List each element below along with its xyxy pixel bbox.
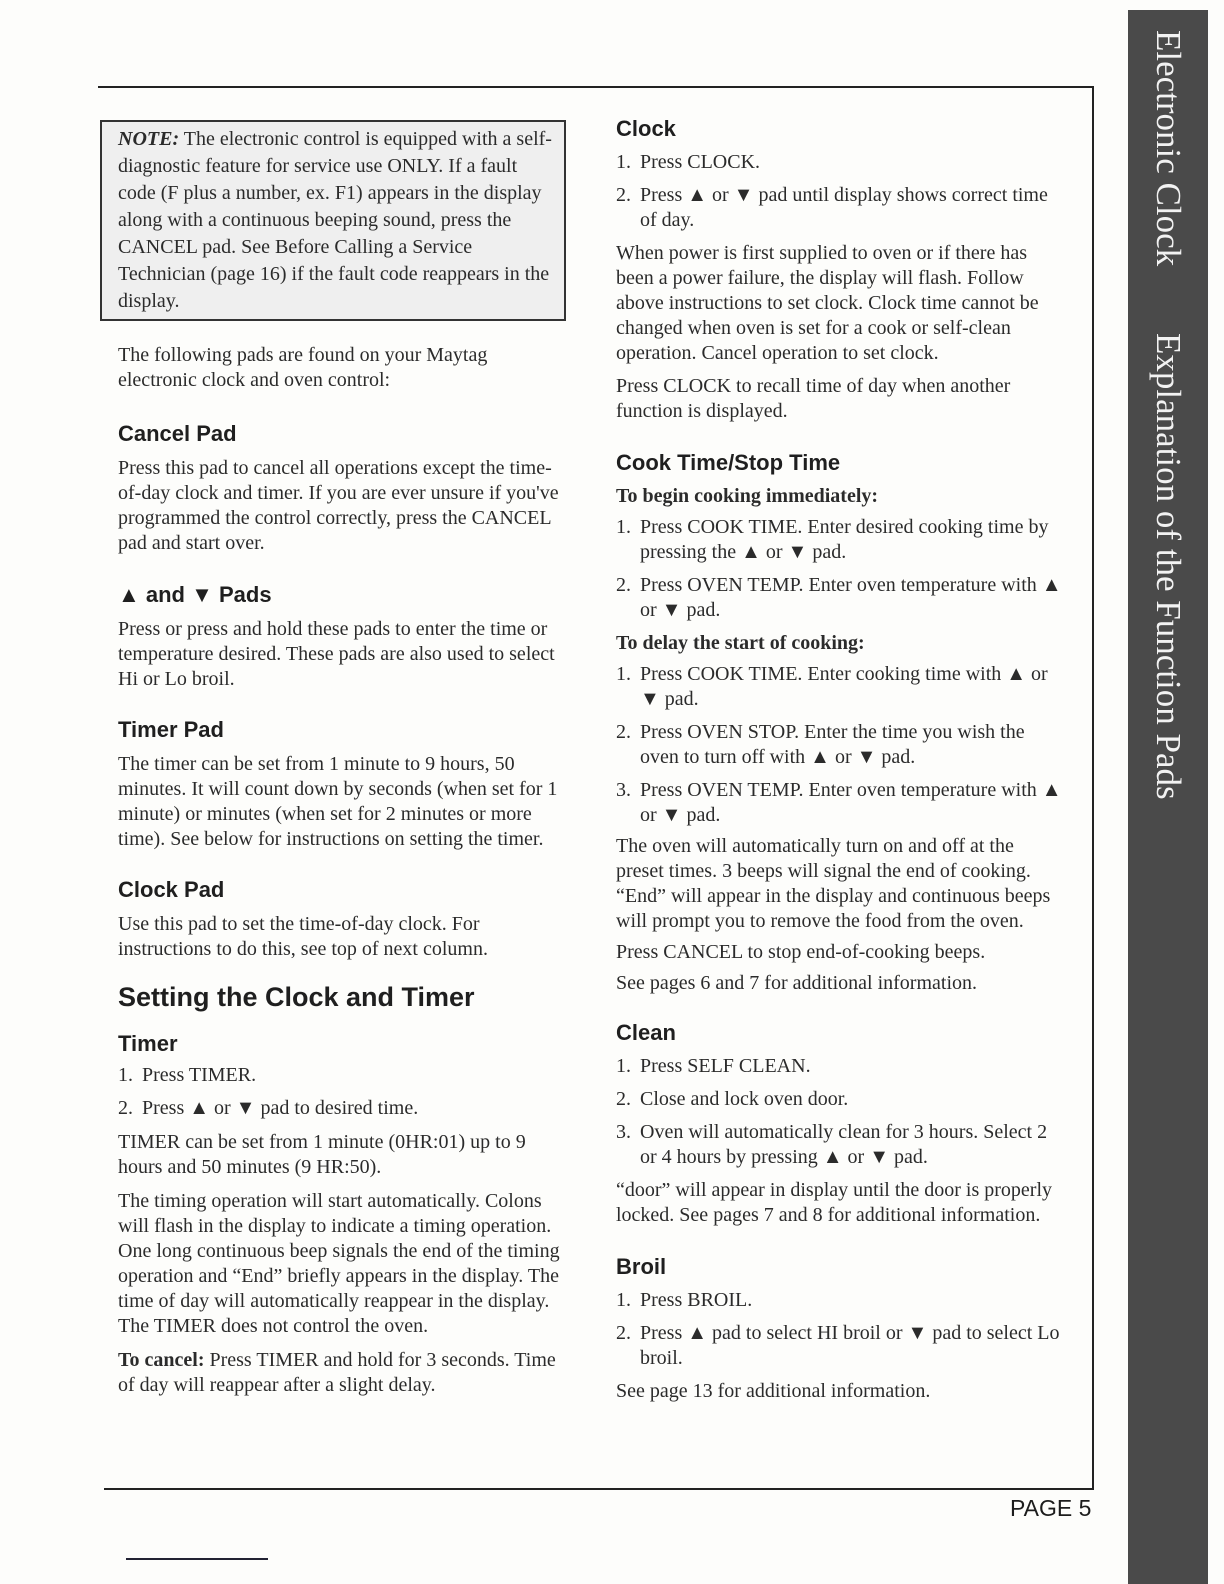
- side-tab-title-a: Electronic Clock: [1149, 30, 1188, 267]
- step-text: Press COOK TIME. Enter cooking time with ▲ or ▼ pad.: [640, 663, 1048, 710]
- begin-cooking-steps: [616, 515, 1062, 623]
- timer-pad-heading: Timer Pad: [118, 717, 224, 742]
- cancel-instruction: Press TIMER and hold for 3 seconds. Time of day will reappear after a slight delay.: [118, 1349, 556, 1396]
- step-text: Press ▲ or ▼ pad until display shows correct time of day.: [640, 184, 1048, 231]
- timer-cancel-text: [118, 1348, 564, 1398]
- list-item: [616, 1120, 1062, 1170]
- list-item: [616, 183, 1062, 233]
- clock-recall-text: Press CLOCK to recall time of day when another function is displayed.: [616, 375, 1011, 422]
- step-number: 2.: [616, 1322, 631, 1344]
- side-tab-title-b: Explanation of the Function Pads: [1149, 332, 1188, 800]
- step-text: Press OVEN TEMP. Enter oven temperature with ▲ or ▼ pad.: [640, 574, 1062, 621]
- top-rule: [98, 86, 1094, 88]
- step-number: 1.: [616, 1055, 631, 1077]
- list-item: [118, 1063, 564, 1088]
- step-text: Close and lock oven door.: [640, 1088, 849, 1110]
- timer-pad-text: The timer can be set from 1 minute to 9 hours, 50 minutes. It will count down by seconds (when set for 1 minute) or minutes (when set for 2 minutes or more time). See below for instructions on setting the timer.: [118, 753, 558, 850]
- step-number: 2.: [616, 1088, 631, 1110]
- broil-heading: Broil: [616, 1254, 667, 1279]
- updown-pads-text: Press or press and hold these pads to enter the time or temperature desired. These pads are also used to select Hi or Lo broil.: [118, 618, 555, 690]
- cook-time-heading: Cook Time/Stop Time: [616, 450, 841, 475]
- step-text: Press OVEN TEMP. Enter oven temperature with ▲ or ▼ pad.: [640, 779, 1062, 826]
- cook-cancel-text: Press CANCEL to stop end-of-cooking beeps.: [616, 941, 986, 963]
- note-paragraph: [118, 126, 556, 315]
- list-item: [118, 1096, 564, 1121]
- section-heading: Setting the Clock and Timer: [118, 982, 475, 1012]
- bottom-rule: [104, 1488, 1094, 1490]
- step-text: Press TIMER.: [142, 1064, 257, 1086]
- step-text: Press CLOCK.: [640, 151, 761, 173]
- list-item: [616, 1087, 1062, 1112]
- step-number: 2.: [616, 721, 631, 743]
- step-number: 3.: [616, 779, 631, 801]
- step-number: 2.: [118, 1097, 133, 1119]
- step-text: Press ▲ or ▼ pad to desired time.: [142, 1097, 419, 1119]
- list-item: [616, 778, 1062, 828]
- step-text: Oven will automatically clean for 3 hours. Select 2 or 4 hours by pressing ▲ or ▼ pad.: [640, 1121, 1048, 1168]
- list-item: [616, 573, 1062, 623]
- right-column: [616, 116, 1062, 1404]
- list-item: [616, 1054, 1062, 1079]
- corner-rule: [126, 1558, 268, 1560]
- step-text: Press ▲ pad to select HI broil or ▼ pad to select Lo broil.: [640, 1322, 1060, 1369]
- cook-auto-text: The oven will automatically turn on and off at the preset times. 3 beeps will signal the end of cooking. “End” will appear in the display and continuous beeps will prompt you to remove the food from the oven.: [616, 835, 1051, 932]
- step-text: Press SELF CLEAN.: [640, 1055, 811, 1077]
- updown-pads-heading: ▲ and ▼ Pads: [118, 582, 272, 607]
- clock-heading: Clock: [616, 116, 676, 141]
- step-number: 1.: [616, 663, 631, 685]
- intro-text: The following pads are found on your Maytag electronic clock and oven control:: [118, 344, 488, 391]
- step-text: Press OVEN STOP. Enter the time you wish the oven to turn off with ▲ or ▼ pad.: [640, 721, 1025, 768]
- clean-heading: Clean: [616, 1020, 676, 1045]
- note-text: The electronic control is equipped with a self-diagnostic feature for service use ONLY. If a fault code (F plus a number, ex. F1) appears in the display along with a continuous beeping sound, press the CANCEL pad. See Before Calling a Service Technician (page 16) if the fault code reappears in the display.: [118, 128, 552, 312]
- clock-pad-text: Use this pad to set the time-of-day clock. For instructions to do this, see top of next column.: [118, 913, 488, 960]
- clock-power-text: When power is first supplied to oven or if there has been a power failure, the display will flash. Follow above instructions to set clock. Clock time cannot be changed when oven is set for a cook or self-clean operation. Cancel operation to set clock.: [616, 242, 1039, 364]
- delay-cooking-steps: [616, 662, 1062, 828]
- list-item: [616, 662, 1062, 712]
- step-number: 3.: [616, 1121, 631, 1143]
- step-number: 2.: [616, 184, 631, 206]
- side-tab-title: [1136, 30, 1200, 850]
- clock-steps: [616, 150, 1062, 233]
- cook-see-text: See pages 6 and 7 for additional information.: [616, 972, 978, 994]
- page-number: PAGE 5: [1010, 1495, 1092, 1521]
- cancel-pad-text: Press this pad to cancel all operations except the time-of-day clock and timer. If you are ever unsure if you've programmed the control correctly, press the CANCEL pad and start over.: [118, 457, 559, 554]
- step-number: 2.: [616, 574, 631, 596]
- list-item: [616, 1288, 1062, 1313]
- cancel-pad-heading: Cancel Pad: [118, 421, 237, 446]
- step-number: 1.: [616, 516, 631, 538]
- timer-range-text: TIMER can be set from 1 minute (0HR:01) up to 9 hours and 50 minutes (9 HR:50).: [118, 1131, 526, 1178]
- list-item: [616, 150, 1062, 175]
- broil-steps: [616, 1288, 1062, 1371]
- broil-see-text: See page 13 for additional information.: [616, 1380, 931, 1402]
- timer-heading: Timer: [118, 1031, 178, 1056]
- clean-door-text: “door” will appear in display until the door is properly locked. See pages 7 and 8 for additional information.: [616, 1179, 1053, 1226]
- timer-steps: [118, 1063, 564, 1121]
- step-text: Press COOK TIME. Enter desired cooking time by pressing the ▲ or ▼ pad.: [640, 516, 1049, 563]
- timer-operation-text: The timing operation will start automatically. Colons will flash in the display to indicate a timing operation. One long continuous beep signals the end of the timing operation and “End” briefly appears in the display. The time of day will automatically reappear in the display. The TIMER does not control the oven.: [118, 1190, 560, 1337]
- step-number: 1.: [616, 1289, 631, 1311]
- left-column: [118, 120, 564, 1398]
- step-number: 1.: [118, 1064, 133, 1086]
- delay-cooking-heading: To delay the start of cooking:: [616, 632, 865, 654]
- cancel-label: To cancel:: [118, 1349, 205, 1371]
- note-box: [100, 120, 566, 321]
- step-text: Press BROIL.: [640, 1289, 753, 1311]
- right-rule: [1092, 86, 1094, 1490]
- step-number: 1.: [616, 151, 631, 173]
- note-label: NOTE:: [118, 128, 180, 150]
- list-item: [616, 515, 1062, 565]
- list-item: [616, 720, 1062, 770]
- list-item: [616, 1321, 1062, 1371]
- begin-cooking-heading: To begin cooking immediately:: [616, 485, 879, 507]
- clock-pad-heading: Clock Pad: [118, 877, 225, 902]
- clean-steps: [616, 1054, 1062, 1170]
